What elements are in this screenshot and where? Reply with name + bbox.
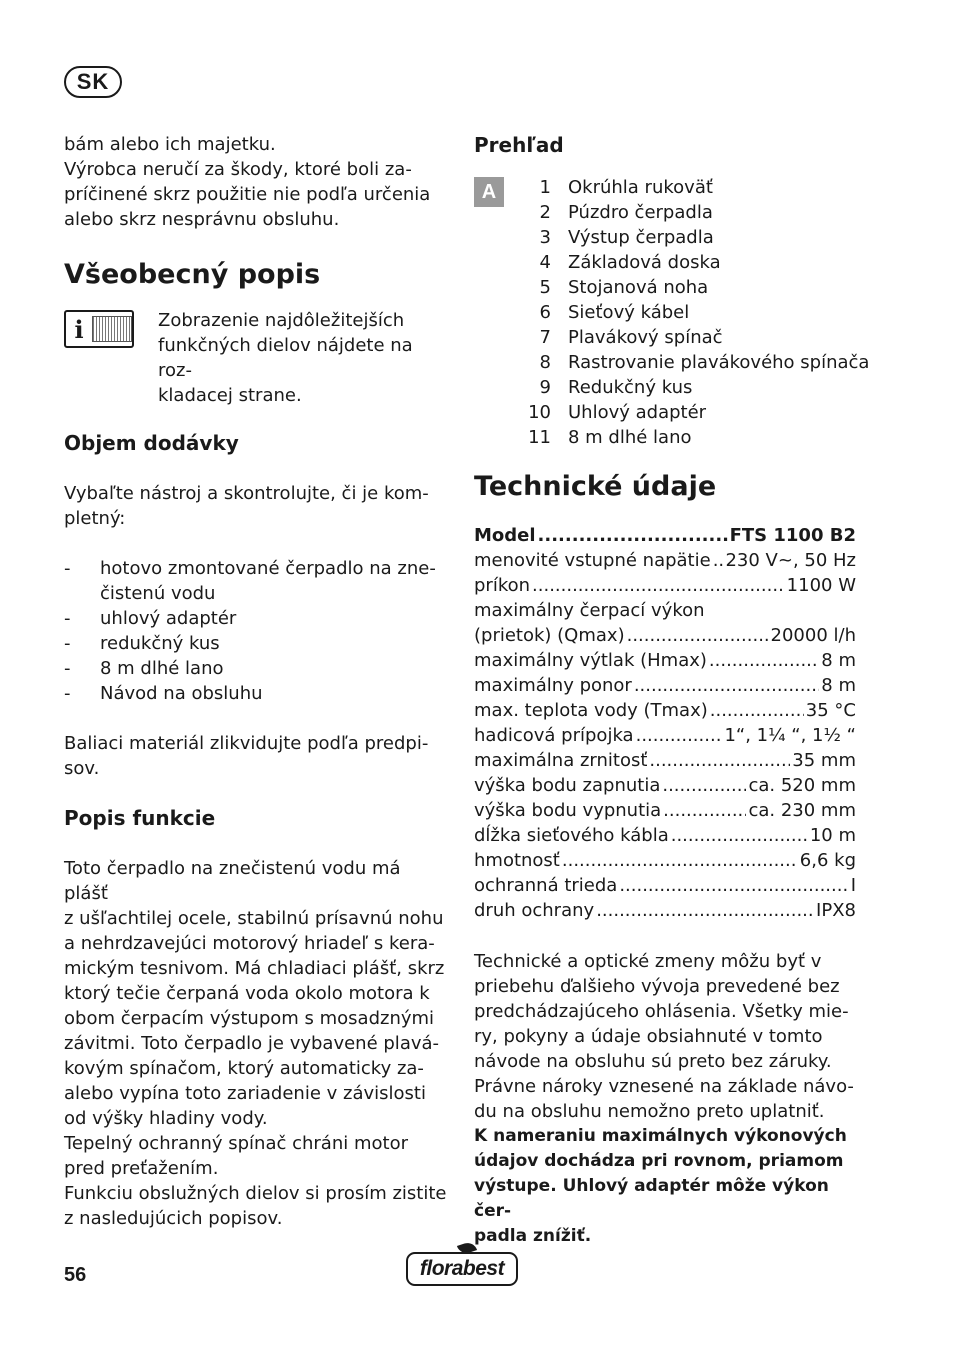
- list-item: - hotovo zmontované čerpadlo na zne- čistenú vodu: [64, 556, 448, 606]
- spec-row: druh ochrany ..... IPX8: [474, 898, 856, 923]
- function-text: Toto čerpadlo na znečistenú vodu má plášť z ušľachtilej ocele, stabilnú prísavnú nohu a nehrdzavejúci motorový hriadeľ s kera- mickým tesnivom. Má chladiaci plášť, skrz ktorý tečie čerpaná voda okolo motora k obom čerpacím výstupom s mosadznými závitmi. Toto čerpadlo je vybavené plavá- kovým spínačom, ktorý automaticky za- alebo vypína toto zariadenie v závislosti od výšky hladiny vody. Tepelný ochranný spínač chráni motor pred preťažením. Funkciu obslužných dielov si prosím zistite z nasledujúcich popisov.: [64, 858, 447, 1229]
- list-item: - redukčný kus: [64, 631, 448, 656]
- info-text: Zobrazenie najdôležitejších funkčných dielov nájdete na roz- kladacej strane.: [158, 310, 413, 406]
- info-manual-icon: i: [64, 310, 134, 348]
- function-heading: Popis funkcie: [64, 806, 216, 830]
- parts-list: [517, 175, 869, 450]
- packaging-note: Baliaci materiál zlikvidujte podľa predpi- sov.: [64, 733, 429, 779]
- list-item: 9 Redukčný kus: [539, 377, 693, 398]
- spec-label-line: maximálny čerpací výkon: [474, 600, 705, 621]
- list-item: 4 Základová doska: [539, 252, 721, 273]
- list-item: 5 Stojanová noha: [539, 277, 709, 298]
- delivery-heading: Objem dodávky: [64, 431, 239, 455]
- spec-row: menovité vstupné napätie ..... 230 V~, 50 Hz: [474, 548, 856, 573]
- figure-a-badge: A: [474, 177, 504, 207]
- right-column: [474, 132, 870, 1249]
- brand-logo: florabest: [406, 1252, 518, 1286]
- spec-row: Model ..... FTS 1100 B2: [474, 523, 856, 548]
- info-note: [64, 308, 448, 408]
- overview: [474, 175, 870, 450]
- list-item: 2 Púzdro čerpadla: [539, 202, 713, 223]
- list-item: 7 Plavákový spínač: [539, 327, 723, 348]
- spec-row: hmotnosť ..... 6,6 kg: [474, 848, 856, 873]
- spec-row: hadicová prípojka ..... 1“, 1¼ “, 1½ “: [474, 723, 856, 748]
- left-column: [64, 132, 448, 1231]
- spec-row: maximálny ponor ..... 8 m: [474, 673, 856, 698]
- general-description-heading: Všeobecný popis: [64, 259, 321, 290]
- list-item: - 8 m dlhé lano: [64, 656, 448, 681]
- overview-heading: Prehľad: [474, 133, 564, 157]
- list-item: - uhlový adaptér: [64, 606, 448, 631]
- spec-table: [474, 523, 856, 923]
- spec-row: ochranná trieda ..... I: [474, 873, 856, 898]
- spec-row: maximálny výtlak (Hmax) ..... 8 m: [474, 648, 856, 673]
- list-item: - Návod na obsluhu: [64, 681, 448, 706]
- page-number: 56: [64, 1264, 87, 1286]
- delivery-intro: Vybaľte nástroj a skontrolujte, či je kom- pletný:: [64, 483, 429, 529]
- spec-row: dĺžka sieťového kábla ..... 10 m: [474, 823, 856, 848]
- language-badge: SK: [64, 66, 122, 98]
- list-item: 3 Výstup čerpadla: [539, 227, 714, 248]
- spec-row: výška bodu zapnutia ..... ca. 520 mm: [474, 773, 856, 798]
- spec-row: (prietok) (Qmax) ..... 20000 l/h: [474, 623, 856, 648]
- spec-row: výška bodu vypnutia ..... ca. 230 mm: [474, 798, 856, 823]
- spec-row: max. teplota vody (Tmax) ..... 35 °C: [474, 698, 856, 723]
- delivery-list: [64, 556, 448, 706]
- changes-text: Technické a optické zmeny môžu byť v priebehu ďalšieho vývoja prevedené bez predchádzajúceho ohlásenia. Všetky mie- ry, pokyny a údaje obsiahnuté v tomto návode na obsluhu sú preto bez záruky. Právne nároky vznesené na základe návo- du na obsluhu nemožno preto uplatniť.: [474, 951, 854, 1122]
- intro-text: bám alebo ich majetku. Výrobca neručí za škody, ktoré boli za- príčinené skrz použitie nie podľa určenia alebo skrz nesprávnu obsluhu.: [64, 134, 431, 230]
- spec-row: príkon ..... 1100 W: [474, 573, 856, 598]
- list-item: 6 Sieťový kábel: [539, 302, 690, 323]
- list-item: 10 Uhlový adaptér: [528, 402, 707, 423]
- spec-row: maximálna zrnitosť ..... 35 mm: [474, 748, 856, 773]
- list-item: 1 Okrúhla rukoväť: [539, 177, 713, 198]
- performance-note: K nameraniu maximálnych výkonových údajov dochádza pri rovnom, priamom výstupe. Uhlový adaptér môže výkon čer- padla znížiť.: [474, 1126, 847, 1246]
- list-item: 11 8 m dlhé lano: [528, 427, 692, 448]
- list-item: 8 Rastrovanie plavákového spínača: [539, 352, 870, 373]
- tech-data-heading: Technické údaje: [474, 471, 717, 502]
